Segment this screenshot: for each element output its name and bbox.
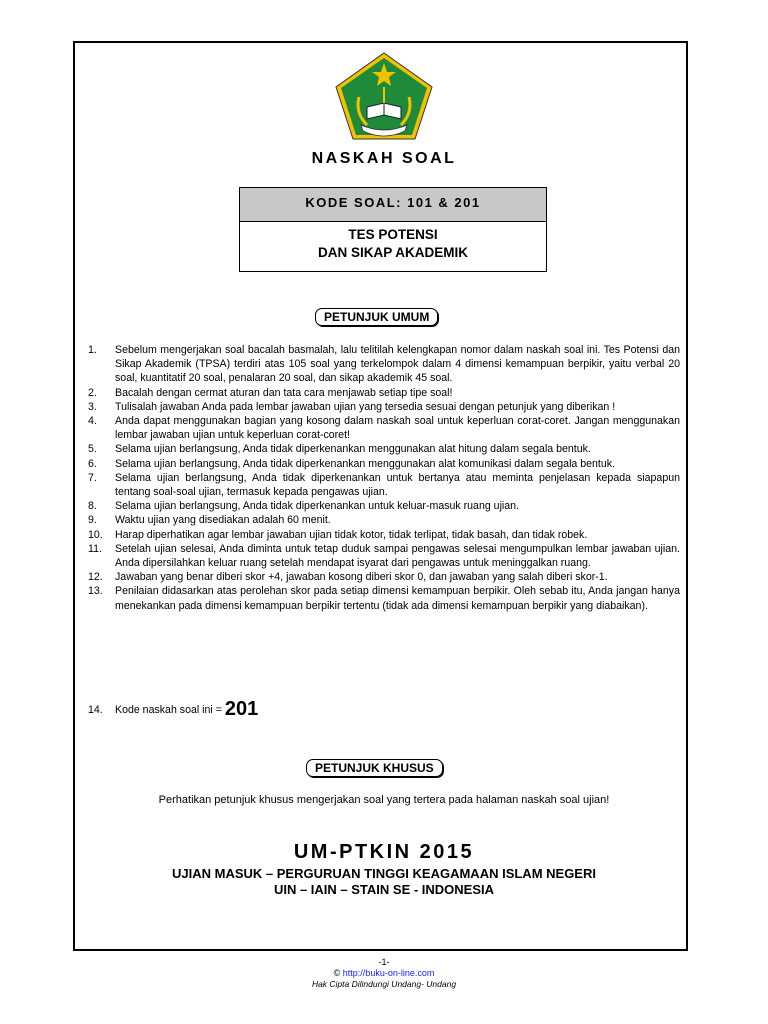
- document-title: NASKAH SOAL: [311, 150, 457, 167]
- exam-subtitle-line2: UIN – IAIN – STAIN SE - INDONESIA: [273, 882, 495, 897]
- petunjuk-umum-label: PETUNJUK UMUM: [315, 308, 438, 326]
- instruction-item: [88, 471, 680, 499]
- instruction-text: Bacalah dengan cermat aturan dan tata cara menjawab setiap tipe soal!: [115, 386, 453, 399]
- instruction-item: [88, 386, 680, 400]
- exam-subtitle: [0, 866, 768, 898]
- instruction-item: [88, 442, 680, 456]
- instruction-item: [88, 457, 680, 471]
- kode-soal-header: KODE SOAL: 101 & 201: [240, 188, 546, 222]
- instruction-number: 14.: [88, 704, 103, 716]
- footer-rights: Hak Cipta Dilindungi Undang- Undang: [311, 979, 457, 989]
- instruction-text: Sebelum mengerjakan soal bacalah basmalah, lalu telitilah kelengkapan nomor dalam naskah soal ini. Tes Potensi dan Sikap Akademik (TPSA) terdiri atas 105 soal yang terkelompok dalam 4 dimensi kemampuan berpikir, yaitu verbal 20 soal, kuantitatif 20 soal, penalaran 20 soal, dan sikap akademik 45 soal.: [115, 344, 680, 385]
- instruction-text: Setelah ujian selesai, Anda diminta untuk tetap duduk sampai pengawas selesai mengumpulkan lembar jawaban ujian. Anda dipersilahkan keluar ruang setelah mendapat isyarat dari pengawas untuk meninggalkan ruang.: [115, 542, 680, 570]
- footer-link[interactable]: http://buku-on-line.com: [342, 968, 435, 978]
- instruction-item: [88, 343, 680, 386]
- petunjuk-khusus-label: PETUNJUK KHUSUS: [306, 759, 443, 777]
- petunjuk-khusus-text: Perhatikan petunjuk khusus mengerjakan soal yang tertera pada halaman naskah soal ujian!: [158, 794, 610, 806]
- instruction-item: [88, 513, 680, 527]
- instruction-text: Harap diperhatikan agar lembar jawaban ujian tidak kotor, tidak terlipat, tidak basah, dan tidak robek.: [115, 528, 588, 541]
- copyright-icon: ©: [333, 968, 341, 978]
- instruction-item: [88, 499, 680, 513]
- kemenag-logo: [333, 51, 435, 143]
- instruction-item: [88, 570, 680, 584]
- instruction-text: Waktu ujian yang disediakan adalah 60 menit.: [115, 514, 331, 527]
- instruction-item: [88, 528, 680, 542]
- instruction-item: [88, 414, 680, 442]
- instruction-number: 4.: [88, 415, 97, 428]
- instruction-text: Anda dapat menggunakan bagian yang kosong dalam naskah soal untuk keperluan corat-coret. Jangan menggunakan lembar jawaban ujian untuk keperluan corat-coret!: [115, 415, 680, 442]
- test-name-line1: TES POTENSI: [348, 227, 438, 242]
- exam-subtitle-line1: UJIAN MASUK – PERGURUAN TINGGI KEAGAMAAN ISLAM NEGERI: [172, 866, 596, 881]
- instruction-number: 6.: [88, 457, 97, 470]
- instruction-item-14: [88, 698, 258, 721]
- instruction-text: Selama ujian berlangsung, Anda tidak diperkenankan menggunakan alat komunikasi dalam segala bentuk.: [115, 457, 616, 470]
- instruction-number: 5.: [88, 443, 97, 456]
- instructions-list: [88, 343, 680, 613]
- instruction-item: [88, 584, 680, 612]
- exam-title: UM-PTKIN 2015: [293, 841, 475, 863]
- instruction-number: 9.: [88, 514, 97, 527]
- instruction-number: 10.: [88, 528, 103, 541]
- instruction-number: 7.: [88, 471, 97, 484]
- instruction-text: Selama ujian berlangsung, Anda tidak diperkenankan untuk keluar-masuk ruang ujian.: [115, 500, 520, 513]
- instruction-item: [88, 542, 680, 570]
- instruction-text: Penilaian didasarkan atas perolehan skor pada setiap dimensi kemampuan berpikir. Oleh sebab itu, Anda jangan hanya menekankan pada dimensi kemampuan berpikir tertentu (tidak ada dimensi kemampuan berpikir yang diabaikan).: [115, 585, 680, 612]
- instruction-number: 1.: [88, 344, 97, 356]
- instruction-text: Selama ujian berlangsung, Anda tidak diperkenankan untuk bertanya atau meminta penjelasan kepada siapapun tentang soal-soal ujian, termasuk kepada pengawas ujian.: [115, 471, 680, 499]
- instruction-number: 8.: [88, 500, 97, 513]
- footer-copyright: [0, 968, 768, 978]
- instruction-text: Selama ujian berlangsung, Anda tidak diperkenankan menggunakan alat hitung dalam segala bentuk.: [115, 443, 591, 456]
- instruction-number: 12.: [88, 571, 103, 584]
- test-name: [240, 222, 546, 262]
- exam-code: 201: [224, 698, 259, 720]
- page-number: -1-: [378, 957, 390, 967]
- instruction-number: 11.: [88, 542, 102, 555]
- instruction-text: Kode naskah soal ini =: [115, 704, 222, 716]
- instruction-number: 13.: [88, 585, 103, 598]
- test-name-line2: DAN SIKAP AKADEMIK: [317, 245, 468, 260]
- instruction-text: Tulisalah jawaban Anda pada lembar jawaban ujian yang tersedia sesuai dengan petunjuk yang diberikan !: [115, 400, 616, 413]
- instruction-item: [88, 400, 680, 414]
- kode-soal-box: [239, 187, 547, 272]
- instruction-number: 3.: [88, 400, 97, 413]
- instruction-number: 2.: [88, 386, 97, 399]
- instruction-text: Jawaban yang benar diberi skor +4, jawaban kosong diberi skor 0, dan jawaban yang salah diberi skor-1.: [115, 571, 608, 584]
